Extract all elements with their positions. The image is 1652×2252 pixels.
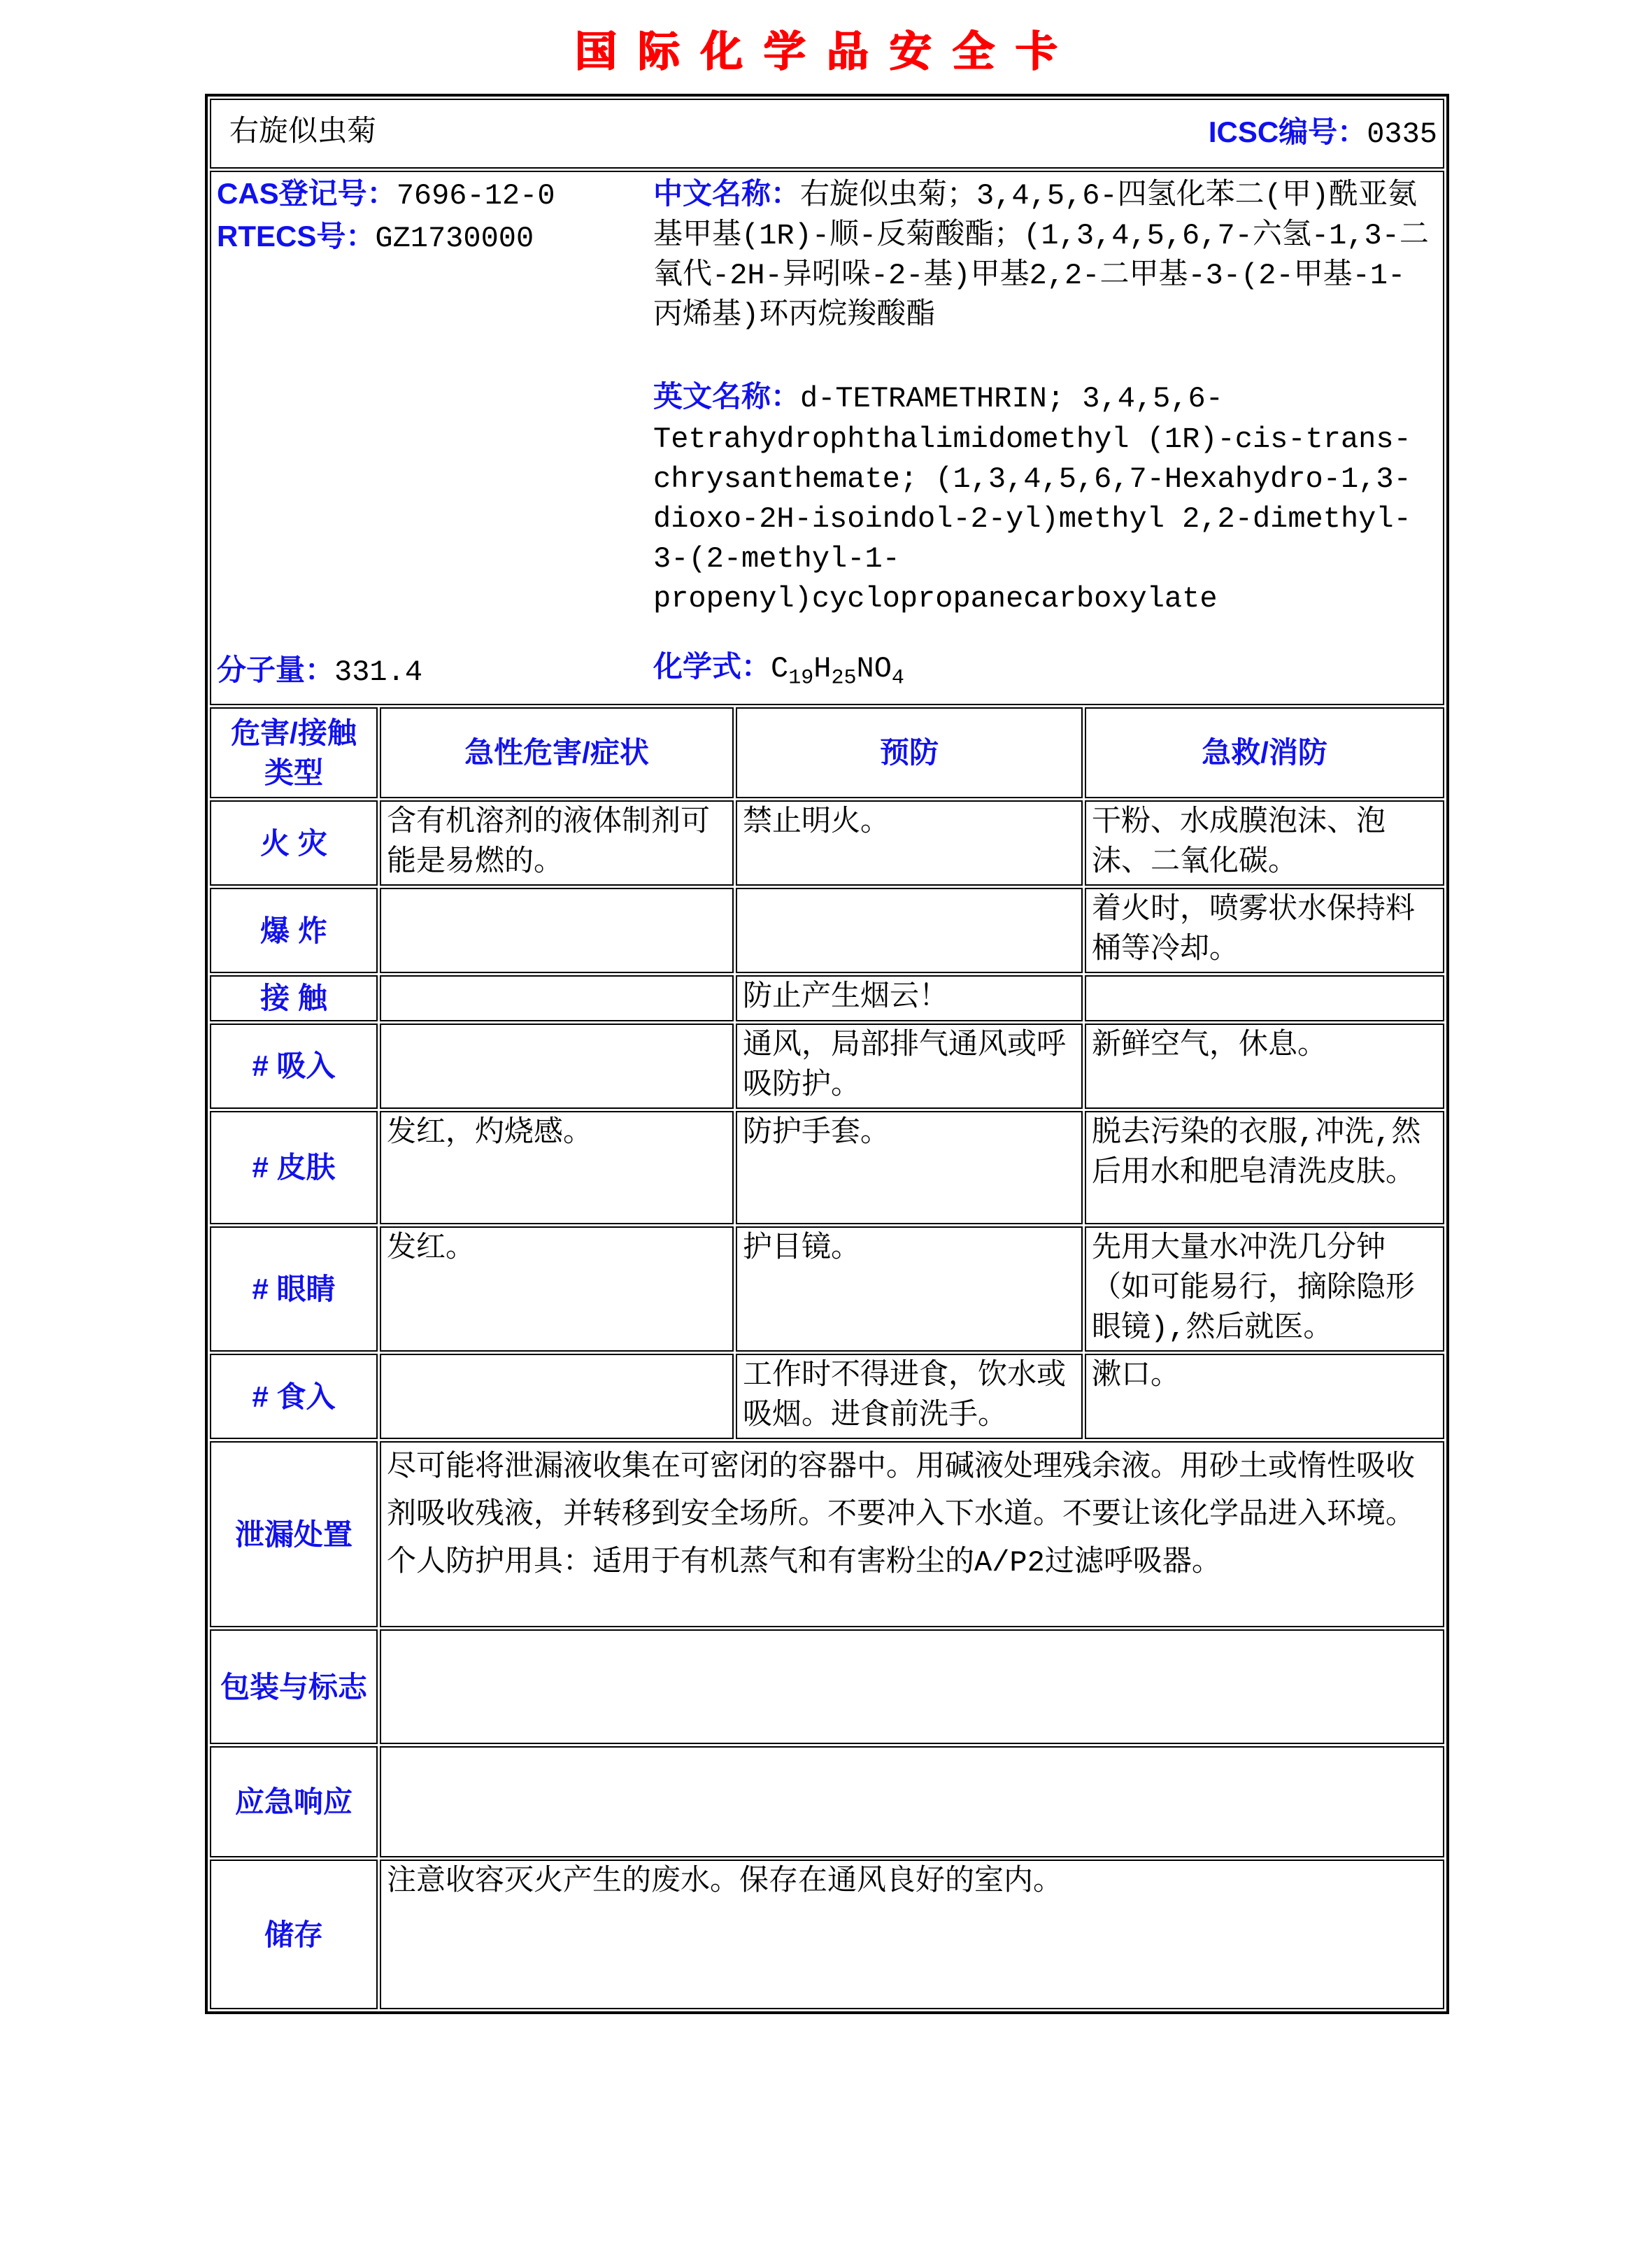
hazard-row-inhalation [210, 1024, 1444, 1109]
icsc-number-group [1209, 112, 1437, 155]
card-header-cell [210, 99, 1444, 169]
row-label-fire: 火 灾 [210, 800, 378, 886]
rtecs-label: RTECS号： [217, 220, 376, 253]
inhalation-prevention: 通风，局部排气通风或呼吸防护。 [736, 1024, 1083, 1109]
hazard-row-ingestion [210, 1354, 1444, 1439]
substance-name: 右旋似虫菊 [229, 116, 377, 150]
formula-line [653, 646, 1434, 702]
row-label-skin: # 皮肤 [210, 1111, 378, 1224]
rtecs-line [217, 216, 653, 259]
ingestion-symptoms [380, 1354, 734, 1439]
packaging-content [380, 1629, 1444, 1744]
card-header-row [210, 99, 1444, 169]
fire-response: 干粉、水成膜泡沫、泡沫、二氧化碳。 [1085, 800, 1444, 886]
section-row-spillage [210, 1441, 1444, 1627]
section-row-packaging [210, 1629, 1444, 1744]
hazard-row-eyes [210, 1226, 1444, 1352]
eyes-symptoms: 发红。 [380, 1226, 734, 1352]
hazard-row-contact [210, 975, 1444, 1021]
inhalation-response: 新鲜空气，休息。 [1085, 1024, 1444, 1109]
ingestion-prevention: 工作时不得进食，饮水或吸烟。进食前洗手。 [736, 1354, 1083, 1439]
row-label-contact: 接 触 [210, 975, 378, 1021]
section-label-spillage: 泄漏处置 [210, 1441, 378, 1627]
section-row-emergency [210, 1746, 1444, 1857]
emergency-content [380, 1746, 1444, 1857]
section-label-storage: 储存 [210, 1860, 378, 2009]
eyes-response: 先用大量水冲洗几分钟（如可能易行，摘除隐形眼镜),然后就医。 [1085, 1226, 1444, 1352]
header-prevention: 预防 [736, 707, 1083, 798]
chinese-name-value: 右旋似虫菊；3,4,5,6-四氢化苯二(甲)酰亚氨基甲基(1R)-顺-反菊酸酯；(1,3,4,5,6,7-六氢-1,3-二氧代-2H-异吲哚-2-基)甲基2,2-二甲基-3-(2-甲基-1-丙烯基)环丙烷羧酸酯 [653, 179, 1429, 333]
hazard-header-row [210, 707, 1444, 798]
fire-symptoms: 含有机溶剂的液体制剂可能是易燃的。 [380, 800, 734, 886]
identifiers-column [217, 173, 653, 702]
icsc-number: 0335 [1367, 118, 1438, 152]
english-name-paragraph [653, 376, 1434, 619]
section-label-packaging: 包装与标志 [210, 1629, 378, 1744]
cas-line [217, 173, 653, 216]
names-column [653, 173, 1437, 702]
molecular-weight-label: 分子量： [217, 653, 335, 686]
explosion-symptoms [380, 888, 734, 973]
icsc-label: ICSC编号： [1208, 115, 1367, 149]
molecular-weight-line [217, 650, 653, 702]
contact-symptoms [380, 975, 734, 1021]
row-label-eyes: # 眼睛 [210, 1226, 378, 1352]
storage-content: 注意收容灭火产生的废水。保存在通风良好的室内。 [380, 1860, 1444, 2009]
section-label-emergency: 应急响应 [210, 1746, 378, 1857]
molecular-weight-value: 331.4 [334, 655, 423, 689]
skin-response: 脱去污染的衣服,冲洗,然后用水和肥皂清洗皮肤。 [1085, 1111, 1444, 1224]
fire-prevention: 禁止明火。 [736, 800, 1083, 886]
hazard-row-skin [210, 1111, 1444, 1224]
skin-prevention: 防护手套。 [736, 1111, 1083, 1224]
explosion-response: 着火时，喷雾状水保持料桶等冷却。 [1085, 888, 1444, 973]
identity-row [210, 171, 1444, 705]
formula-value: $C_{19}H_{25}NO_4$ [771, 651, 904, 691]
inhalation-symptoms [380, 1024, 734, 1109]
header-first-aid: 急救/消防 [1085, 707, 1444, 798]
row-label-explosion: 爆 炸 [210, 888, 378, 973]
hazard-row-explosion [210, 888, 1444, 973]
english-name-label: 英文名称： [653, 380, 801, 413]
chinese-name-label: 中文名称： [653, 177, 801, 210]
chinese-name-paragraph [653, 173, 1434, 336]
page-title: 国际化学品安全卡 [574, 28, 1078, 75]
contact-prevention: 防止产生烟云！ [736, 975, 1083, 1021]
explosion-prevention [736, 888, 1083, 973]
rtecs-number: GZ1730000 [375, 222, 534, 256]
spillage-content: 尽可能将泄漏液收集在可密闭的容器中。用碱液处理残余液。用砂土或惰性吸收剂吸收残液，并转移到安全场所。不要冲入下水道。不要让该化学品进入环境。个人防护用具：适用于有机蒸气和有害粉尘的A/P2过滤呼吸器。 [380, 1441, 1444, 1627]
identity-cell [210, 171, 1444, 705]
row-label-inhalation: # 吸入 [210, 1024, 378, 1109]
header-acute-hazards: 急性危害/症状 [380, 707, 734, 798]
section-row-storage [210, 1860, 1444, 2009]
icsc-card-table [205, 94, 1449, 2014]
contact-response [1085, 975, 1444, 1021]
formula-label: 化学式： [653, 649, 771, 683]
cas-number: 7696-12-0 [396, 179, 555, 213]
row-label-ingestion: # 食入 [210, 1354, 378, 1439]
cas-label: CAS登记号： [217, 177, 397, 210]
english-name-value: d-TETRAMETHRIN; 3,4,5,6-Tetrahydrophthalimidomethyl (1R)-cis-trans-chrysanthemate; (1,3,4,5,6,7-Hexahydro-1,3-dioxo-2H-isoindol-2-yl)methyl 2,2-dimethyl-3-(2-methyl-1-propenyl)cyclopropanecarboxylate [653, 382, 1411, 616]
hazard-row-fire [210, 800, 1444, 886]
skin-symptoms: 发红，灼烧感。 [380, 1111, 734, 1224]
eyes-prevention: 护目镜。 [736, 1226, 1083, 1352]
ingestion-response: 漱口。 [1085, 1354, 1444, 1439]
header-hazard-type: 危害/接触类型 [210, 707, 378, 798]
